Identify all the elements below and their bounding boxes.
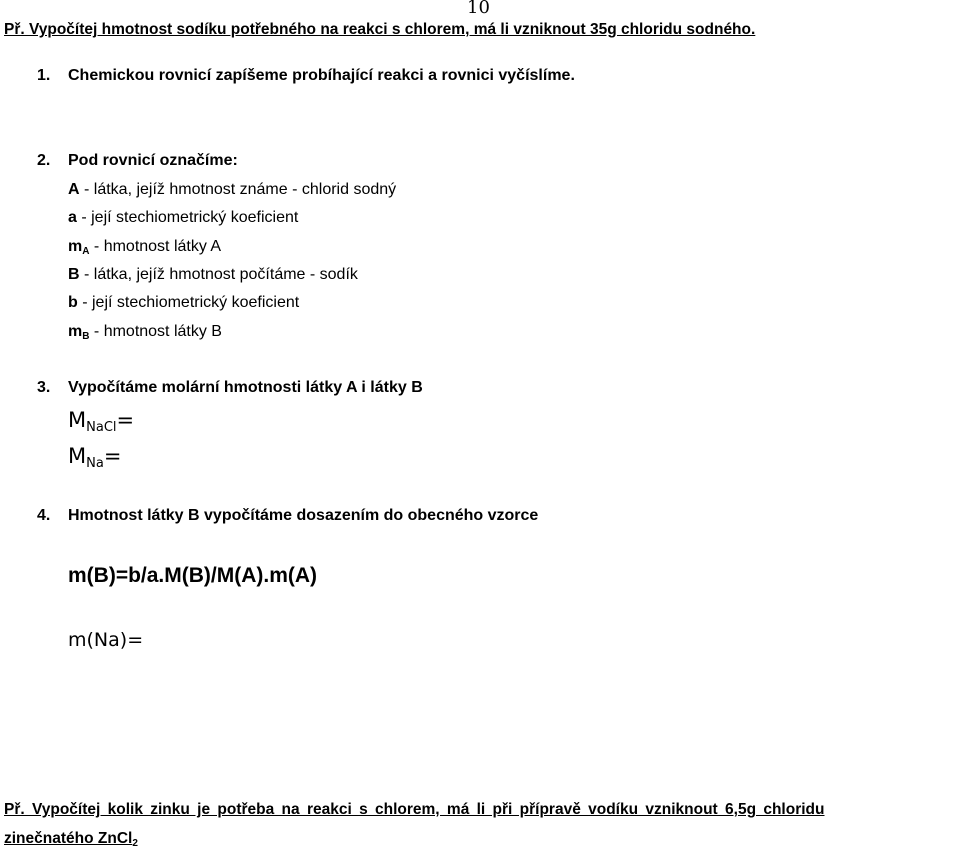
step-1 [37, 67, 575, 85]
definition-subscript: A [82, 246, 90, 257]
molar-equals: = [116, 408, 135, 432]
molar-symbol: M [68, 408, 87, 432]
definition-text: - hmotnost látky B [89, 323, 222, 340]
task-2-title-line-2 [4, 830, 138, 848]
definition-m-a [68, 238, 221, 256]
sodium-mass-answer: m(Na)= [68, 629, 144, 651]
molar-mass-nacl [68, 408, 135, 435]
definition-m-b [68, 323, 222, 341]
definition-text: - látka, jejíž hmotnost známe - chlorid sodný [79, 181, 397, 198]
definition-text: - její stechiometrický koeficient [76, 209, 299, 226]
step-3-number: 3. [37, 379, 51, 396]
molar-subscript: Na [86, 456, 104, 471]
definition-text: - její stechiometrický koeficient [77, 294, 300, 311]
step-1-number: 1. [37, 67, 51, 84]
definition-b-upper [68, 266, 358, 284]
step-4-number: 4. [37, 507, 51, 524]
task-1-title: Př. Vypočítej hmotnost sodíku potřebného na reakci s chlorem, má li vzniknout 35g chloridu sodného. [4, 21, 756, 38]
molar-equals: = [103, 444, 122, 468]
definition-subscript: B [82, 331, 90, 342]
step-4-text: Hmotnost látky B vypočítáme dosazením do obecného vzorce [68, 507, 539, 524]
page-number: 10 [467, 0, 490, 18]
definition-symbol: m [68, 238, 83, 255]
definition-symbol: b [68, 294, 78, 311]
definition-symbol: a [68, 209, 77, 226]
definition-symbol: m [68, 323, 83, 340]
definition-b-lower [68, 294, 299, 312]
molar-symbol: M [68, 444, 87, 468]
step-2 [37, 152, 238, 170]
definition-text: - hmotnost látky A [89, 238, 222, 255]
definition-symbol: A [68, 181, 80, 198]
task-2-compound-subscript: 2 [132, 838, 138, 849]
molar-mass-na [68, 444, 122, 471]
step-4 [37, 507, 538, 525]
step-3-text: Vypočítáme molární hmotnosti látky A i látky B [68, 379, 423, 396]
definition-symbol: B [68, 266, 80, 283]
task-2-compound: zinečnatého ZnCl [4, 830, 133, 847]
molar-subscript: NaCl [86, 420, 117, 435]
step-2-number: 2. [37, 152, 51, 169]
definition-a-lower [68, 209, 298, 227]
step-3 [37, 379, 423, 397]
step-2-text: Pod rovnicí označíme: [68, 152, 238, 169]
task-2-title-line-1: Př. Vypočítej kolik zinku je potřeba na reakci s chlorem, má li při přípravě vodíku vzniknout 6,5g chloridu [4, 801, 825, 818]
definition-a-upper [68, 181, 396, 199]
general-formula: m(B)=b/a.M(B)/M(A).m(A) [68, 564, 318, 587]
step-1-text: Chemickou rovnicí zapíšeme probíhající reakci a rovnici vyčíslíme. [68, 67, 575, 84]
definition-text: - látka, jejíž hmotnost počítáme - sodík [79, 266, 358, 283]
